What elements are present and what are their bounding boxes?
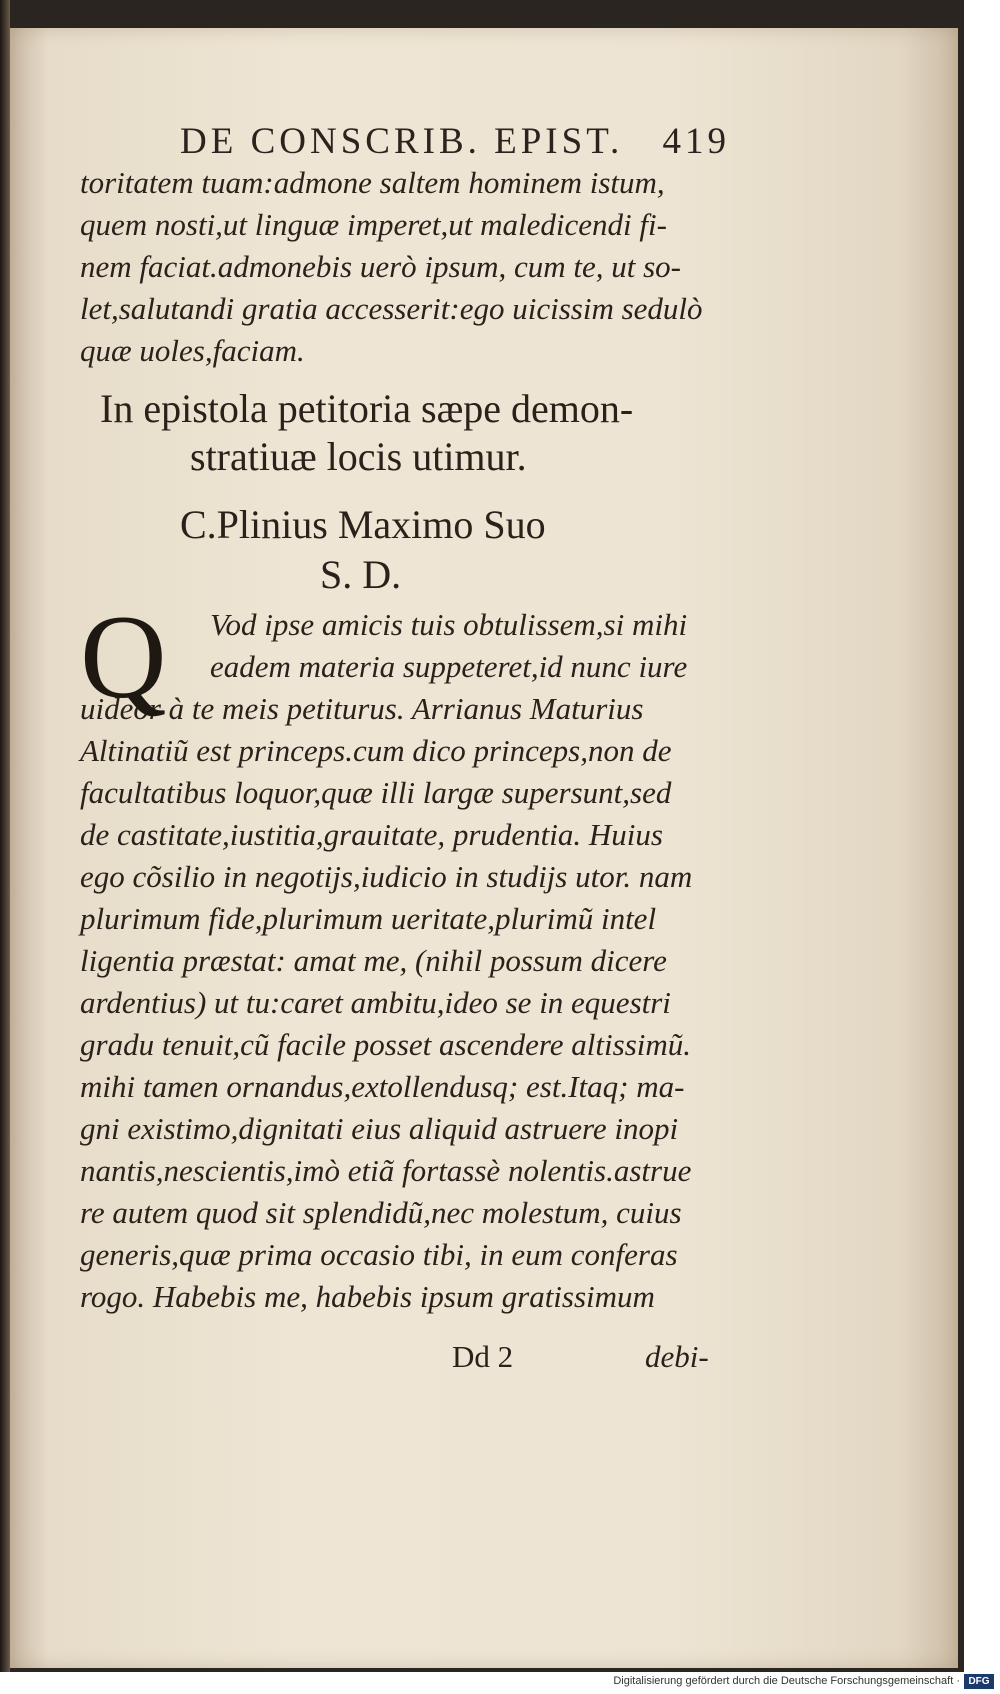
text-line: Vod ipse amicis tuis obtulissem,si mihi: [210, 607, 688, 642]
text-line: ardentius) ut tu:caret ambitu,ideo se in equestri: [80, 985, 671, 1020]
text-line: plurimum fide,plurimum ueritate,plurimũ intel: [80, 901, 657, 936]
signature-mark: Dd 2: [452, 1339, 514, 1374]
text-line: facultatibus loquor,quæ illi largæ supersunt,sed: [80, 775, 672, 810]
letter-greeting: S. D.: [320, 552, 402, 597]
text-line: toritatem tuam:admone saltem hominem istum,: [80, 165, 665, 200]
letter-salutation: C.Plinius Maximo Suo: [180, 502, 546, 547]
digitization-footer: [0, 1672, 1000, 1694]
section-heading-line: stratiuæ locis utimur.: [190, 434, 527, 479]
drop-cap: Q: [80, 590, 167, 723]
text-line: generis,quæ prima occasio tibi, in eum conferas: [80, 1237, 678, 1272]
running-head: [100, 120, 730, 170]
text-line: ligentia præstat: amat me, (nihil possum dicere: [80, 943, 667, 978]
section-heading-line: In epistola petitoria sæpe demon-: [100, 386, 634, 431]
text-line: let,salutandi gratia accesserit:ego uicissim sedulò: [80, 291, 703, 326]
text-line: gni existimo,dignitati eius aliquid astruere inopi: [80, 1111, 679, 1146]
text-line: re autem quod sit splendidũ,nec molestum, cuius: [80, 1195, 682, 1230]
footer-credit: Digitalisierung gefördert durch die Deutsche Forschungsgemeinschaft ·: [613, 1675, 960, 1687]
text-line: quem nosti,ut linguæ imperet,ut maledicendi fi-: [80, 207, 667, 242]
dfg-logo-icon: DFG: [964, 1674, 994, 1689]
text-line: uideor à te meis petiturus. Arrianus Maturius: [80, 691, 644, 726]
running-head-title: DE CONSCRIB. EPIST.: [180, 121, 624, 162]
text-line: rogo. Habebis me, habebis ipsum gratissimum: [80, 1279, 655, 1314]
text-line: nem faciat.admonebis uerò ipsum, cum te, ut so-: [80, 249, 681, 284]
catchword: debi-: [645, 1339, 709, 1374]
text-line: nantis,nescientis,imò etiã fortassè nolentis.astrue: [80, 1153, 692, 1188]
page-number: 419: [662, 121, 730, 162]
text-line: Altinatiũ est princeps.cum dico princeps,non de: [80, 733, 672, 768]
text-line: de castitate,iustitia,grauitate, prudentia. Huius: [80, 817, 663, 852]
text-line: quæ uoles,faciam.: [80, 333, 305, 368]
book-gutter-edge: [0, 0, 10, 1672]
text-line: ego cõsilio in negotijs,iudicio in studijs utor. nam: [80, 859, 693, 894]
text-line: mihi tamen ornandus,extollendusq; est.Itaq; ma-: [80, 1069, 685, 1104]
text-line: gradu tenuit,cũ facile posset ascendere altissimũ.: [80, 1027, 692, 1062]
text-line: eadem materia suppeteret,id nunc iure: [210, 649, 688, 684]
